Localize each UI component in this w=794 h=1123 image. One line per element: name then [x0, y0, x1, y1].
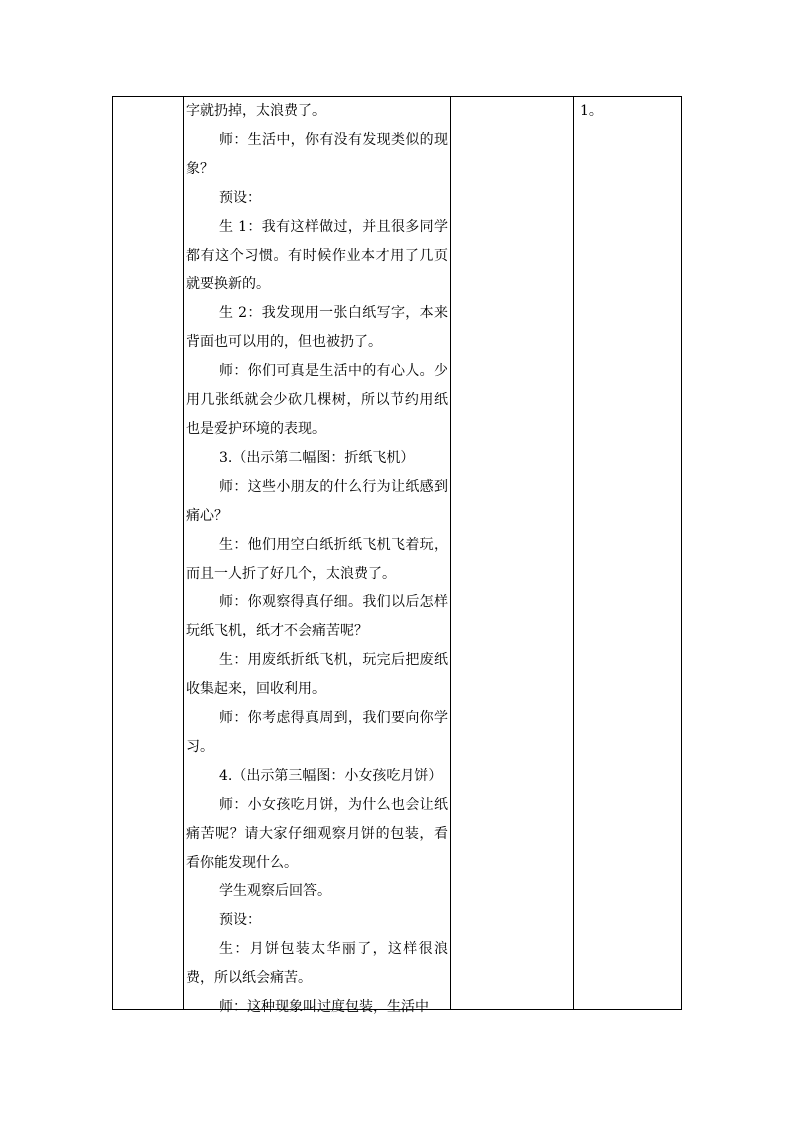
- paragraph: 生：月饼包装太华丽了，这样很浪费，所以纸会痛苦。: [186, 941, 448, 987]
- paragraph: 3.（出示第二幅图：折纸飞机）: [219, 449, 415, 466]
- paragraph: 师：你们可真是生活中的有心人。少用几张纸就会少砍几棵树，所以节约用纸也是爱护环境的表现。: [186, 363, 448, 437]
- paragraph: 预设：: [219, 912, 261, 929]
- side-note: 1。: [580, 103, 603, 119]
- paragraph: 师：小女孩吃月饼，为什么也会让纸痛苦呢？请大家仔细观察月饼的包装，看看你能发现什么。: [186, 796, 448, 871]
- paragraph: 生 2：我发现用一张白纸写字，本来背面也可以用的，但也被扔了。: [186, 305, 448, 351]
- paragraph: 师：你观察得真仔细。我们以后怎样玩纸飞机，纸才不会痛苦呢？: [186, 594, 448, 640]
- paragraph: 生：用废纸折纸飞机，玩完后把废纸收集起来，回收利用。: [186, 652, 448, 698]
- paragraph: 生 1：我有这样做过，并且很多同学都有这个习惯。有时候作业本才用了几页就要换新的。: [186, 218, 448, 293]
- paragraph: 4.（出示第三幅图：小女孩吃月饼）: [219, 767, 443, 784]
- paragraph: 师：这些小朋友的什么行为让纸感到痛心？: [186, 478, 448, 524]
- column-divider-3: [573, 97, 574, 1009]
- column-divider-2: [450, 97, 451, 1009]
- paragraph: 字就扔掉，太浪费了。: [186, 103, 326, 119]
- teaching-process-cell: [186, 97, 448, 1022]
- lesson-table: [112, 96, 682, 1016]
- paragraph: 预设：: [219, 189, 261, 206]
- column-divider-1: [183, 97, 184, 1009]
- paragraph: 师：这种现象叫过度包装，生活中: [219, 999, 429, 1016]
- paragraph: 生：他们用空白纸折纸飞机飞着玩，而且一人折了好几个，太浪费了。: [186, 536, 448, 582]
- paragraph: 师：你考虑得真周到，我们要向你学习。: [186, 710, 448, 755]
- paragraph: 师：生活中，你有没有发现类似的现象？: [186, 131, 448, 177]
- paragraph: 学生观察后回答。: [219, 883, 331, 900]
